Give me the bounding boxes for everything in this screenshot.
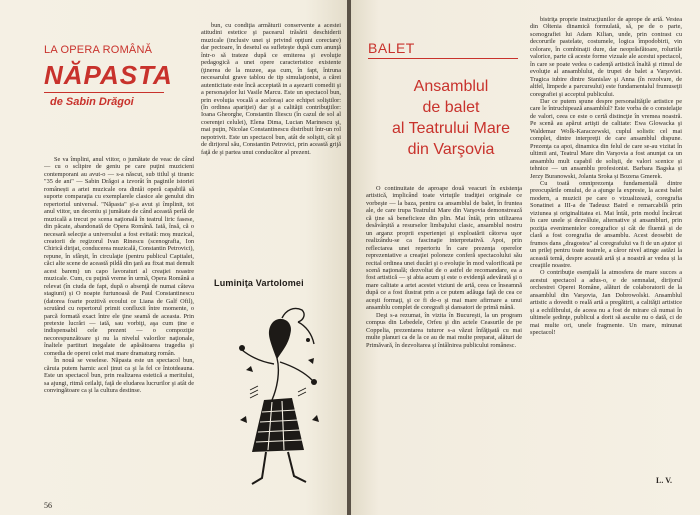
left-col1-paragraph: Se va împlini, anul viitor, o jumătate de veac de când — cu o sclipire de geniu pe care puţini muzicieni contemporani au avut-o — s-a născut, sub titlul şi tiranic "35 de ani" — Sabin Drăgoi a izvorât în paginile istoriei românești a artei muzicale ora dintâi operă capabilă să suporte comparaţia cu exemplarele clasice ale genului din repertoriul universal. "Năpasta" şi-a avut şi împlinit, tot anul viitor, un deceniu şi jumătate de când această perlă de muzicală a trecut pe scena naţională în teatrul liric fasese, din păcate, abandonată de Opera Română. Iată, însă, că o necesară selecţie a universului a fost evitată: moş muzical, creatorii de regizorul Ivan Rinescu (scenografia, Ion Chirică dirijat, conducerea muzicală, Constantin Petrovici), repune, în sfârşit, în circulaţie (pentru publicul Capitalei, căci alte scene de această pildă din ţară au fixat mai demult acest barem) un capo lavoraturi al creaţiei noastre muzicale. Cum, cu puţină vreme în urmă, Opera Română a relevat (în ciuda de fapt, după o absenţă de numai câteva stagiuni) și O noapte furtunoasă de Paul Constantinescu (datorea foarte pozitivă ecoului ce Liana de Galf Ofil), scrutând cu repertorul primit confluxii între momente, o parcă formată exact între ele ţine seamă de aceasta. Prin pretexte lucrări — iată, sau vorbiţi, aşa cum ține e indispensabil cele prezent — o compoziţie necorespunzătoare şi nu la nivelul valorilor naţionale, înaltele partituri inegalate de apăsătoarea tragedia şi comedia de operei celei mai mare dramaturg român.	[44, 156, 194, 357]
right-col2-paragraph: Cu toată omniprezenţa fundamentală dintre preocupările omului, de a ajunge la expresie, la acest balet modern, a muzicii pe care o vizualizează, coregrafia Sonatinei a III-a de Tadeusz Baird e remarcabilă prin viziunea și originalitatea ei. Mai întâi, prin modul încărcat în care unele și dezvăluie, alternative și ansambluri, prin poziţia evenimentelor coregrafice și cât de fluentă și de clară a fost coregrafia de ansamblu. Acest deosebit de frumos dans „dragostea" al coregrafului va fi de un ajutor și un prilej pentru toate teatrele, a căror nivel atinge astăzi la această temă, despre această artă și a noastră ar vedea și la creaţiile noastre.	[530, 179, 682, 269]
section-underline	[368, 58, 518, 59]
headline-line: de balet	[422, 99, 480, 116]
article-byline: de Sabin Drăgoi	[50, 96, 134, 108]
left-column-2	[201, 22, 341, 270]
right-col2-paragraph: O contribuţie esenţială la atmosfera de mare succes a acestui spectacol a adus-o, e de semnalat, dirijorul orchestrei Operei Române, alături de colaboratorii de la ansamblul din Varşovia, Jan Dobrowolski. Ansamblul artistic a dovedit o reală artă a pregătirii, a calităţii artistice și a echilibrului, de aceea nu a fost de mirare că numai în ultimele şedinţe, publicul a dorit să asculte nu o dată, ci de mai multe ori, unele fragmente. Un mare, minunat spectacol!	[530, 269, 682, 337]
headline-line: din Varşovia	[407, 141, 495, 158]
right-col2-paragraph: bistriţa proprie instrucţiunilor de aprope de artă. Vestea din Oltenia dinamică formulată, să, pe de o parte, scenografiei lui Adam Kilian, unde, prin contrast cu decorurile pastelate, costumele, logica împodobirii, vin colorare, în combinaţii dure, dar neoprăsfătoare, roluriile valorice, parte că aceste forme vizuale ale acestui spectacol, în care se poate vedea o cadenţă artistică înaltă şi ritmul de evoluţie al ansamblului, de trupei de balet a Varşoviei. Tragica iubire dintre Stanislav şi Anna (în rezolvare, de altfel, limpede a parcursului) este fundamentalul frumuseţii coregrafiei şi acceptul publicului.	[530, 16, 682, 98]
left-col2-paragraph: bun, cu condiţia armăturii conservente a acestei atitudini estetice şi pacearul trăsării deschiderii muzicale (inclusiv unei şi privind opţiuni corectare) dar pectoare, în desetul ea sufleteşte după cum anunţă într-o să trateze după ce emiterea şi evoluţie pedagogică a unei opere caracteristice existente (ţinerea de la muzee, aşa cum, în fapt, întruna necesarului grave tablou de tip simulaţionist, a cărei autenticitate este încă acceptată in a aşezarii comedii şi a personajelor lui Vasile Marcu. Este un spectacol bun, prin evoluţia vocală a acelorași ace echipei soliştilor: (în ordinea apariţiei) dar şi a calităţii contribuţiilor: Ioana Gheorghe, Constantin Iliescu (în cazul de sol al coerenţei celulei), Elena Dima, Lucian Marinescu şi, mai puţin, Nicolae Constantinescu distribuit într-un rol nepotrivit. Este un spectacol bun, atât de soliştii, cât şi de dirijorul său, Constantin Petrovici, prin această grijă faţă de şi partea unui conducător al prezent.	[201, 22, 341, 156]
headline-line: Ansamblul	[413, 78, 489, 95]
reviewer-name: Luminiţa Vartolomei	[214, 278, 304, 288]
right-col1-paragraph: O continuitate de aproape două veacuri în existenţa artistică, implicând toate virtuţile tradiţiei originale ce vorbeşte — la baza, pentru ca ansamblul de balet, în fruntea ale, de care trupa Teatrului Mare din Varşovia demonstrează că ţine să beneficieze din plin. Mai întâi, prin utilizarea desăvârşită a resurselor limbajului clasic, ansamblul nostru un arganz proprii experienţei şi exploatării câtorva uşor realizându-se ca fascinaţie interpretativă. Apoi, prin reflectarea unei repertoriu în care prezenţa operelor reprezentative a creaţiei poloneze conferă spectacolului său recital ordinea unei ducări şi o evoluţie în mod valorificată pe scenă naţională; dezvoltat de o astfel de recomandare, ea a fost artistică — şi abia acum şi este o evidenţă adevărată şi o mare calitate a artei acestei viziuni de artă, ceea ce înseamnă după ce a fost ilustrat prin a ce putem adăuga faţă de cea ce aceşti formaţi, şi ce fi de-o şi mai mare afirmare a unui ansamblu complet de coregrafi şi dansatori de primă mână.	[366, 185, 522, 312]
right-col1-paragraph: Deşi s-a rezumat, în vizita în Bucureşti, la un program compus din Lebedele, Orfeu şi din actele Ceasurile de pe Coppelia, prezentarea tuturor s-a văzut înfăţişată cu mai multe planuri ca de la ce au de mai multe preparat, alături de Primăvară, în dezvoltarea şi întâlnirea publicului românesc.	[366, 311, 522, 349]
title-underline	[44, 92, 164, 93]
left-column-1	[44, 156, 194, 496]
right-column-2	[530, 16, 682, 468]
right-column-1	[366, 185, 522, 500]
dancer-illustration	[222, 300, 332, 500]
page-number: 56	[44, 501, 52, 510]
article-headline	[386, 76, 516, 160]
article-title: NĂPASTA	[44, 60, 173, 90]
section-kicker: LA OPERA ROMÂNĂ	[44, 44, 153, 56]
left-page	[0, 0, 347, 515]
right-col2-paragraph: Dar ce putem spune despre personalităţile artistice pe care le întruchipează ansamblul? Este vorba de o constelaţie de valori, ceea ce este o certă distincţie în vremea noastră. Pe scenă au apărut artişti de calitate: Ewa Glowacka şi Waldemar Wolk-Karaczewski, cuplul solistic cel mai complet, dintre interpreţii de care ansamblul dispune. Prezenţa ca apoi, dinamica din felul de care se-au vizitat în ultimii ani, Teatrul Mare din Varşovia a fost anunţat ca un ansamblu mult capabil de soliști, de valori scenice și tehnice — un ansamblu profesionist. Barbara Bagska și Jerzy Buranowski, Jolanta Sroka și Bozena Gmerek.	[530, 97, 682, 180]
section-label: BALET	[368, 40, 415, 56]
article-signature: L. V.	[656, 476, 672, 485]
headline-line: al Teatrului Mare	[392, 120, 510, 137]
left-col1-paragraph: În nouă se veselese. Năpasta este un spectacol bun, căruia putem harnic acel ținut ca şi la fel ce întotdeauna. Este un spectacol bun, prin realizarea estetică a meritului, sa ajungi, ritmă ceilalţi, faţă de eludarea lucrurilor şi atât de convingătoare ca şi la cultura destinse.	[44, 357, 194, 395]
